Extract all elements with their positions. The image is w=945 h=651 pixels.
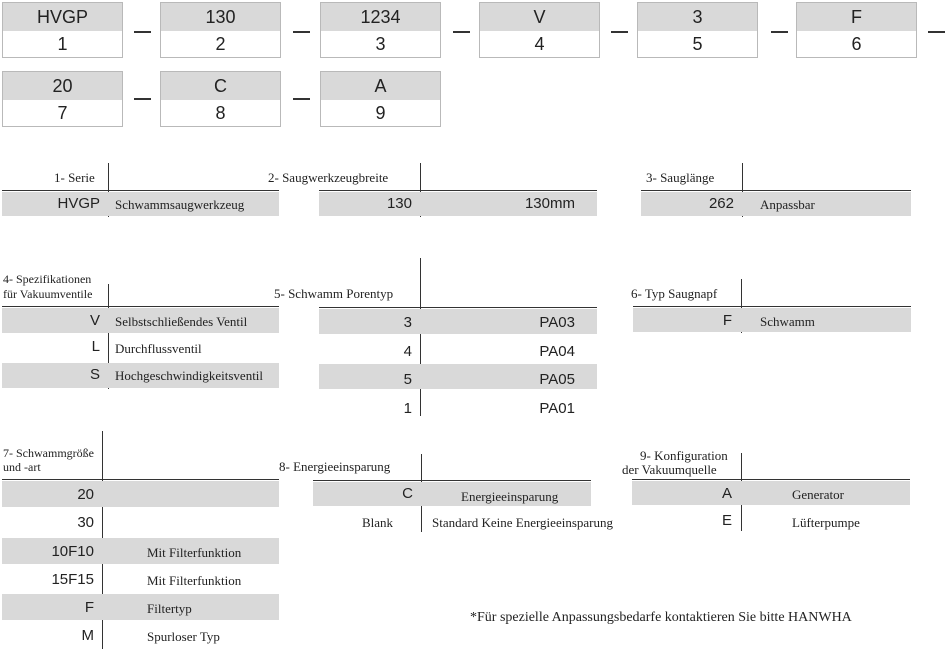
code-value: 130	[161, 3, 280, 31]
table-title-line1: 4- Spezifikationen	[3, 272, 92, 286]
row-desc: Spurloser Typ	[147, 629, 220, 644]
header-rule	[2, 306, 279, 307]
separator-dash	[293, 31, 310, 33]
row-desc: PA03	[539, 314, 575, 331]
code-index: 8	[161, 100, 280, 126]
separator-dash	[771, 31, 788, 33]
row-desc: Standard Keine Energieeinsparung	[432, 515, 613, 530]
code-box-4	[479, 2, 600, 58]
table-title: 6- Typ Saugnapf	[631, 286, 718, 301]
code-box-8	[160, 71, 281, 127]
table-title: 5- Schwamm Porentyp	[274, 286, 394, 301]
separator-dash	[453, 31, 470, 33]
row-code: 30	[77, 514, 94, 531]
row-code: 10F10	[51, 543, 94, 560]
row-code: E	[721, 512, 732, 529]
row-code: F	[84, 599, 94, 616]
code-box-6	[796, 2, 917, 58]
header-rule	[2, 190, 279, 191]
table-title-line2: der Vakuumquelle	[622, 462, 717, 477]
row-desc: Selbstschließendes Ventil	[115, 314, 248, 329]
row-desc: Mit Filterfunktion	[147, 545, 242, 560]
row-desc: PA05	[539, 371, 575, 388]
code-box-7	[2, 71, 123, 127]
row-desc: Schwamm	[760, 314, 815, 329]
row-code: L	[91, 338, 100, 355]
table-title: 1- Serie	[54, 170, 95, 185]
row-code: Blank	[361, 515, 393, 530]
header-rule	[319, 190, 597, 191]
row-code: 1	[403, 400, 412, 417]
footnote: *Für spezielle Anpassungsbedarfe kontaktieren Sie bitte HANWHA	[470, 610, 852, 625]
table-title: 3- Sauglänge	[646, 170, 715, 185]
code-box-5	[637, 2, 758, 58]
code-index: 1	[3, 31, 122, 57]
table-title-line2: für Vakuumventile	[3, 287, 93, 301]
code-index: 2	[161, 31, 280, 57]
table-title-line1: 7- Schwammgröße	[3, 446, 94, 460]
code-value: A	[321, 72, 440, 100]
row-code: 15F15	[51, 571, 94, 588]
code-index: 6	[797, 31, 916, 57]
row-desc: 130mm	[524, 195, 575, 212]
row-desc: PA01	[539, 400, 575, 417]
row-desc: Schwammsaugwerkzeug	[115, 197, 245, 212]
header-rule	[632, 479, 910, 480]
code-box-9	[320, 71, 441, 127]
row-desc: Durchflussventil	[115, 341, 202, 356]
code-value: V	[480, 3, 599, 31]
code-index: 7	[3, 100, 122, 126]
code-value: 20	[3, 72, 122, 100]
code-value: F	[797, 3, 916, 31]
row-code: A	[721, 485, 732, 502]
row-desc: Anpassbar	[760, 197, 815, 212]
code-value: 3	[638, 3, 757, 31]
code-box-2	[160, 2, 281, 58]
row-code: 4	[403, 343, 412, 360]
separator-dash	[611, 31, 628, 33]
row-desc: Lüfterpumpe	[792, 515, 860, 530]
code-box-3	[320, 2, 441, 58]
table-title-line1: 9- Konfiguration	[640, 448, 728, 463]
row-code: V	[89, 312, 100, 329]
row-code: 5	[403, 371, 412, 388]
separator-dash	[928, 31, 945, 33]
row-code: 20	[77, 486, 94, 503]
code-index: 9	[321, 100, 440, 126]
table-title: 8- Energieeinsparung	[279, 459, 391, 474]
table-title-line2: und -art	[3, 460, 41, 474]
separator-dash	[293, 98, 310, 100]
header-rule	[319, 307, 597, 308]
row-code: S	[89, 366, 100, 383]
code-index: 5	[638, 31, 757, 57]
row-desc: Hochgeschwindigkeitsventil	[115, 368, 264, 383]
separator-dash	[134, 31, 151, 33]
row-desc: Generator	[792, 487, 844, 502]
header-rule	[2, 479, 279, 480]
row-code: 262	[708, 195, 734, 212]
header-rule	[633, 306, 911, 307]
row-code: 130	[386, 195, 412, 212]
code-value: 1234	[321, 3, 440, 31]
code-box-1	[2, 2, 123, 58]
code-value: HVGP	[3, 3, 122, 31]
row-code: M	[81, 627, 94, 644]
row-code: HVGP	[57, 195, 100, 212]
code-index: 4	[480, 31, 599, 57]
row-desc: Filtertyp	[147, 601, 192, 616]
row-code: F	[722, 312, 732, 329]
table-title: 2- Saugwerkzeugbreite	[268, 170, 389, 185]
header-rule	[313, 480, 591, 481]
column-divider	[420, 258, 421, 416]
code-value: C	[161, 72, 280, 100]
row-code: C	[402, 485, 413, 502]
row-desc: PA04	[539, 343, 575, 360]
row-code: 3	[403, 314, 412, 331]
row-desc: Mit Filterfunktion	[147, 573, 242, 588]
row-desc: Energieeinsparung	[461, 489, 559, 504]
separator-dash	[134, 98, 151, 100]
code-index: 3	[321, 31, 440, 57]
header-rule	[641, 190, 911, 191]
